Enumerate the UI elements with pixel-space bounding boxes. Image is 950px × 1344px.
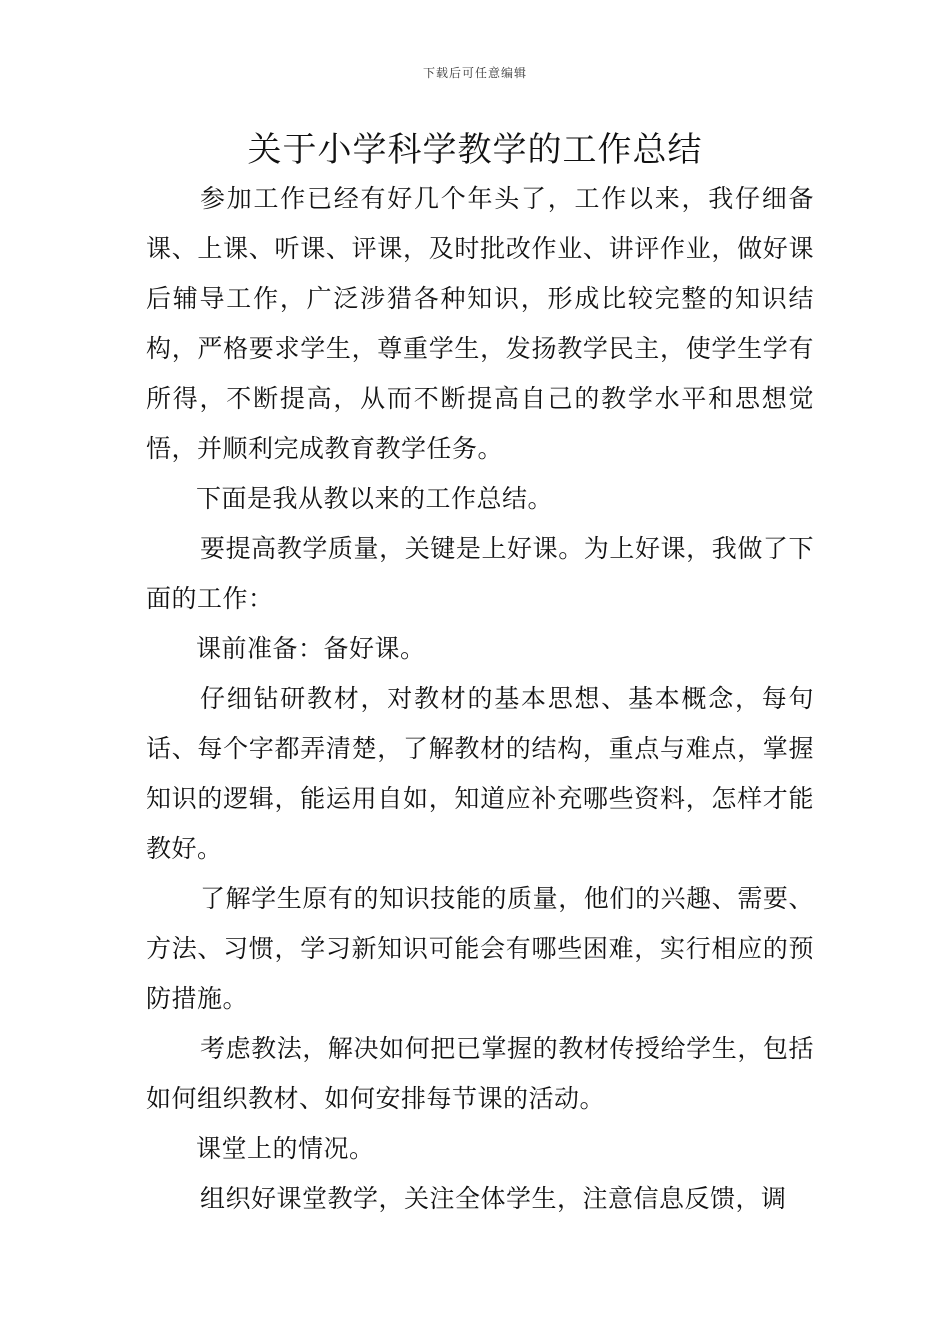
- paragraph: 了解学生原有的知识技能的质量，他们的兴趣、需要、方法、习惯，学习新知识可能会有哪些困难，实行相应的预防措施。: [146, 884, 814, 1013]
- paragraph: 下面是我从教以来的工作总结。: [196, 484, 554, 513]
- paragraph: 参加工作已经有好几个年头了，工作以来，我仔细备课、上课、听课、评课，及时批改作业、讲评作业，做好课后辅导工作，广泛涉猎各种知识，形成比较完整的知识结构，严格要求学生，尊重学生，发扬教学民主，使学生学有所得，不断提高，从而不断提高自己的教学水平和思想觉悟，并顺利完成教育教学任务。: [146, 184, 814, 463]
- paragraph: 仔细钻研教材，对教材的基本思想、基本概念，每句话、每个字都弄清楚，了解教材的结构，重点与难点，掌握知识的逻辑，能运用自如，知道应补充哪些资料，怎样才能教好。: [146, 684, 814, 863]
- paragraph: 课堂上的情况。: [196, 1134, 375, 1163]
- paragraph: 要提高教学质量，关键是上好课。为上好课，我做了下面的工作：: [146, 534, 814, 613]
- document-body: [146, 174, 814, 1224]
- document-title: 关于小学科学教学的工作总结: [247, 130, 703, 170]
- paragraph: 课前准备：备好课。: [196, 634, 426, 663]
- header-note: 下载后可任意编辑: [422, 66, 527, 80]
- paragraph: 考虑教法，解决如何把已掌握的教材传授给学生，包括如何组织教材、如何安排每节课的活动。: [146, 1034, 814, 1113]
- paragraph: 组织好课堂教学，关注全体学生，注意信息反馈，调: [200, 1184, 787, 1213]
